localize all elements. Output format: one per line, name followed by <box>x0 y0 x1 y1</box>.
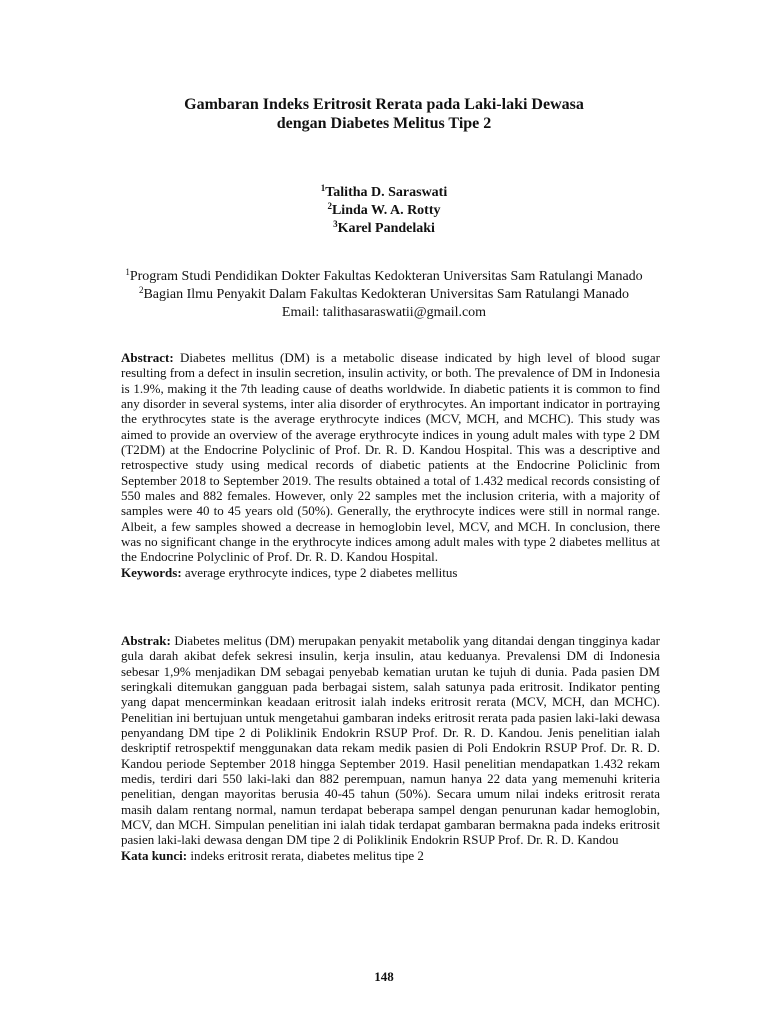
affiliation-item <box>0 286 768 304</box>
abstract-text: Diabetes mellitus (DM) is a metabolic disease indicated by high level of blood sugar resulting from a defect in insulin secretion, insulin activity, or both. The prevalence of DM in Indonesia is 1.9%, making it the 7th leading cause of deaths worldwide. In diabetic patients it is common to find any disorder in several systems, inter alia disorder of erythrocytes. An important indicator in portraying the erythrocytes state is the average erythrocyte indices (MCV, MCH, and MCHC). This study was aimed to provide an overview of the average erythrocyte indices in young adult males with type 2 DM (T2DM) at the Endocrine Polyclinic of Prof. Dr. R. D. Kandou Hospital. This was a descriptive and retrospective study using medical records of diabetic patients at the Endocrine Policlinic from September 2018 to September 2019. The results obtained a total of 1.432 medical records consisting of 550 males and 882 females. However, only 22 samples met the inclusion criteria, with a majority of samples were 40 to 45 years old (50%). Generally, the erythrocyte indices were still in normal range. Albeit, a few samples showed a decrease in hemoglobin level, MCV, and MCH. In conclusion, there was no significant change in the erythrocyte indices among adult males with type 2 diabetes mellitus at the Endocrine Polyclinic of Prof. Dr. R. D. Kandou Hospital. <box>121 350 661 565</box>
title-line-2: dengan Diabetes Melitus Tipe 2 <box>276 115 492 132</box>
keywords-text: average erythrocyte indices, type 2 diabetes mellitus <box>184 564 458 580</box>
affiliation-text: Program Studi Pendidikan Dokter Fakultas Kedokteran Universitas Sam Ratulangi Manado <box>129 269 643 284</box>
author-name: Talitha D. Saraswati <box>325 185 448 200</box>
affiliation-mark: 1 <box>125 267 130 277</box>
affiliation-text: Bagian Ilmu Penyakit Dalam Fakultas Kedokteran Universitas Sam Ratulangi Manado <box>143 287 630 302</box>
author-item <box>0 202 768 220</box>
abstract-body <box>121 350 660 565</box>
affiliations <box>0 268 768 322</box>
author-list <box>0 184 768 238</box>
title-line-1: Gambaran Indeks Eritrosit Rerata pada Laki-laki Dewasa <box>184 96 584 113</box>
affiliation-item <box>0 268 768 286</box>
abstract-english <box>121 350 660 580</box>
page-number: 148 <box>374 969 394 984</box>
kata-kunci-label: Kata kunci: <box>121 847 188 863</box>
kata-kunci-text: indeks eritrosit rerata, diabetes melitus tipe 2 <box>190 847 424 863</box>
abstrak-body <box>121 633 660 848</box>
author-item <box>0 184 768 202</box>
author-name: Linda W. A. Rotty <box>331 203 441 218</box>
author-name: Karel Pandelaki <box>337 221 435 236</box>
author-mark: 2 <box>327 201 332 211</box>
abstract-label: Abstract: <box>121 350 174 365</box>
keywords <box>121 565 660 580</box>
kata-kunci <box>121 848 660 863</box>
email: Email: talithasaraswatii@gmail.com <box>281 305 487 320</box>
paper-title <box>0 95 768 133</box>
author-item <box>0 220 768 238</box>
abstrak-text: Diabetes melitus (DM) merupakan penyakit metabolik yang ditandai dengan tingginya kadar gula darah akibat defek sekresi insulin, kerja insulin, atau keduanya. Prevalensi DM di Indonesia sebesar 1,9% menjadikan DM sebagai penyebab kematian urutan ke tujuh di dunia. Pada pasien DM seringkali ditemukan gangguan pada berbagai sistem, salah satunya pada eritrosit. Indikator penting yang dapat mencerminkan keadaan eritrosit ialah indeks eritrosit rerata (MCV, MCH, dan MCHC). Penelitian ini bertujuan untuk mengetahui gambaran indeks eritrosit rerata pada pasien laki-laki dewasa penyandang DM tipe 2 di Poliklinik Endokrin RSUP Prof. Dr. R. D. Kandou. Jenis penelitian ialah deskriptif retrospektif menggunakan data rekam medik pasien di Poli Endokrin RSUP Prof. Dr. R. D. Kandou periode September 2018 hingga September 2019. Hasil penelitian mendapatkan 1.432 rekam medis, terdiri dari 550 laki-laki dan 882 perempuan, namun hanya 22 data yang memenuhi kriteria penelitian, dengan mayoritas berusia 40-45 tahun (50%). Secara umum nilai indeks eritrosit rerata masih dalam rentang normal, namun terdapat beberapa sampel dengan penurunan kadar hemoglobin, MCV, dan MCH. Simpulan penelitian ini ialah tidak terdapat gambaran bermakna pada indeks eritrosit pasien laki-laki dewasa dengan DM tipe 2 di Poliklinik Endokrin RSUP Prof. Dr. R. D. Kandou <box>121 633 660 848</box>
author-mark: 1 <box>320 183 326 193</box>
abstrak-label: Abstrak: <box>121 633 171 648</box>
affiliation-mark: 2 <box>138 285 144 295</box>
author-mark: 3 <box>333 219 338 229</box>
keywords-label: Keywords: <box>121 564 182 580</box>
abstract-indonesian <box>121 633 660 863</box>
